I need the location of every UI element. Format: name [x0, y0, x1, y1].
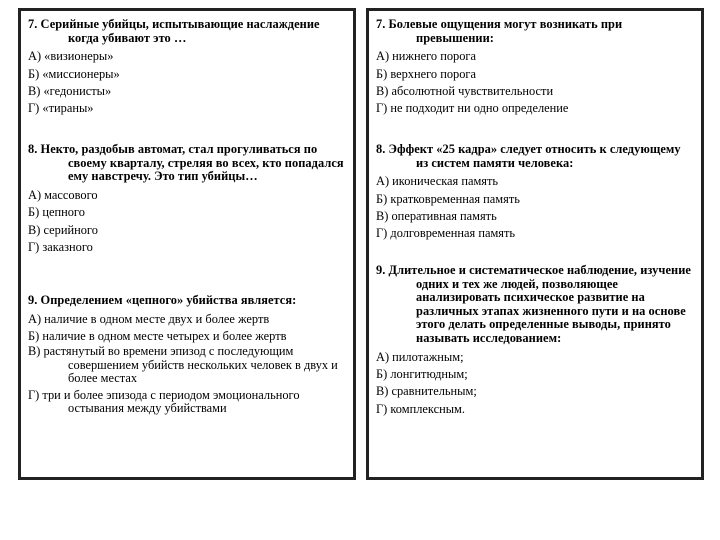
question-title: 8. Эффект «25 кадра» следует относить к следующему из систем памяти человека: — [376, 142, 681, 170]
answer-option-a: А) наличие в одном месте двух и более жертв — [28, 311, 270, 326]
answer-option-b: Б) верхнего порога — [376, 66, 477, 81]
right-question-panel — [366, 8, 704, 480]
question-title: 9. Определением «цепного» убийства является: — [28, 293, 297, 307]
answer-option-g: Г) три и более эпизода с периодом эмоционального остывания между убийствами — [28, 387, 300, 416]
answer-option-a: А) массового — [28, 187, 98, 202]
question-9-left — [28, 294, 347, 415]
question-title: 9. Длительное и систематическое наблюдение, изучение одних и тех же людей, позволяющее анализировать психическое развитие на различных этапах жизненного пути и на основе этого делать определенные выводы, принято называть исследованием: — [376, 263, 691, 345]
question-8-left — [28, 143, 347, 256]
answer-option-b: Б) «миссионеры» — [28, 66, 120, 81]
question-8-right — [376, 143, 695, 243]
answer-option-g: Г) комплексным. — [376, 401, 465, 416]
answer-option-a: А) иконическая память — [376, 174, 499, 189]
answer-option-v: В) «гедонисты» — [28, 84, 112, 98]
answer-option-v: В) растянутый во времени эпизод с последующим совершением убийств нескольких человек в двух и более местах — [28, 344, 338, 386]
answer-option-b: Б) наличие в одном месте четырех и более жертв — [28, 329, 287, 343]
answer-option-b: Б) кратковременная память — [376, 191, 520, 206]
question-title: 7. Серийные убийцы, испытывающие наслаждение когда убивают это … — [28, 17, 320, 45]
answer-option-g: Г) долговременная память — [376, 226, 516, 241]
answer-option-a: А) пилотажным; — [376, 349, 464, 364]
question-7-right — [376, 18, 695, 118]
answer-option-g: Г) «тираны» — [28, 101, 94, 116]
answer-option-a: А) «визионеры» — [28, 49, 114, 64]
left-question-panel — [18, 8, 356, 480]
answer-option-v: В) сравнительным; — [376, 384, 477, 399]
answer-option-v: В) серийного — [28, 222, 98, 237]
answer-option-v: В) абсолютной чувствительности — [376, 84, 554, 98]
answer-option-g: Г) заказного — [28, 240, 93, 254]
question-9-right — [376, 264, 695, 418]
answer-option-a: А) нижнего порога — [376, 49, 476, 64]
answer-option-b: Б) лонгитюдным; — [376, 366, 468, 381]
answer-option-b: Б) цепного — [28, 205, 85, 220]
answer-option-v: В) оперативная память — [376, 209, 497, 223]
question-title: 7. Болевые ощущения могут возникать при превышении: — [376, 17, 623, 45]
question-title: 8. Некто, раздобыв автомат, стал прогуливаться по своему кварталу, стреляя во всех, кто попадался ему навстречу. Это тип убийцы… — [28, 142, 344, 184]
answer-option-g: Г) не подходит ни одно определение — [376, 101, 569, 116]
question-7-left — [28, 18, 347, 118]
